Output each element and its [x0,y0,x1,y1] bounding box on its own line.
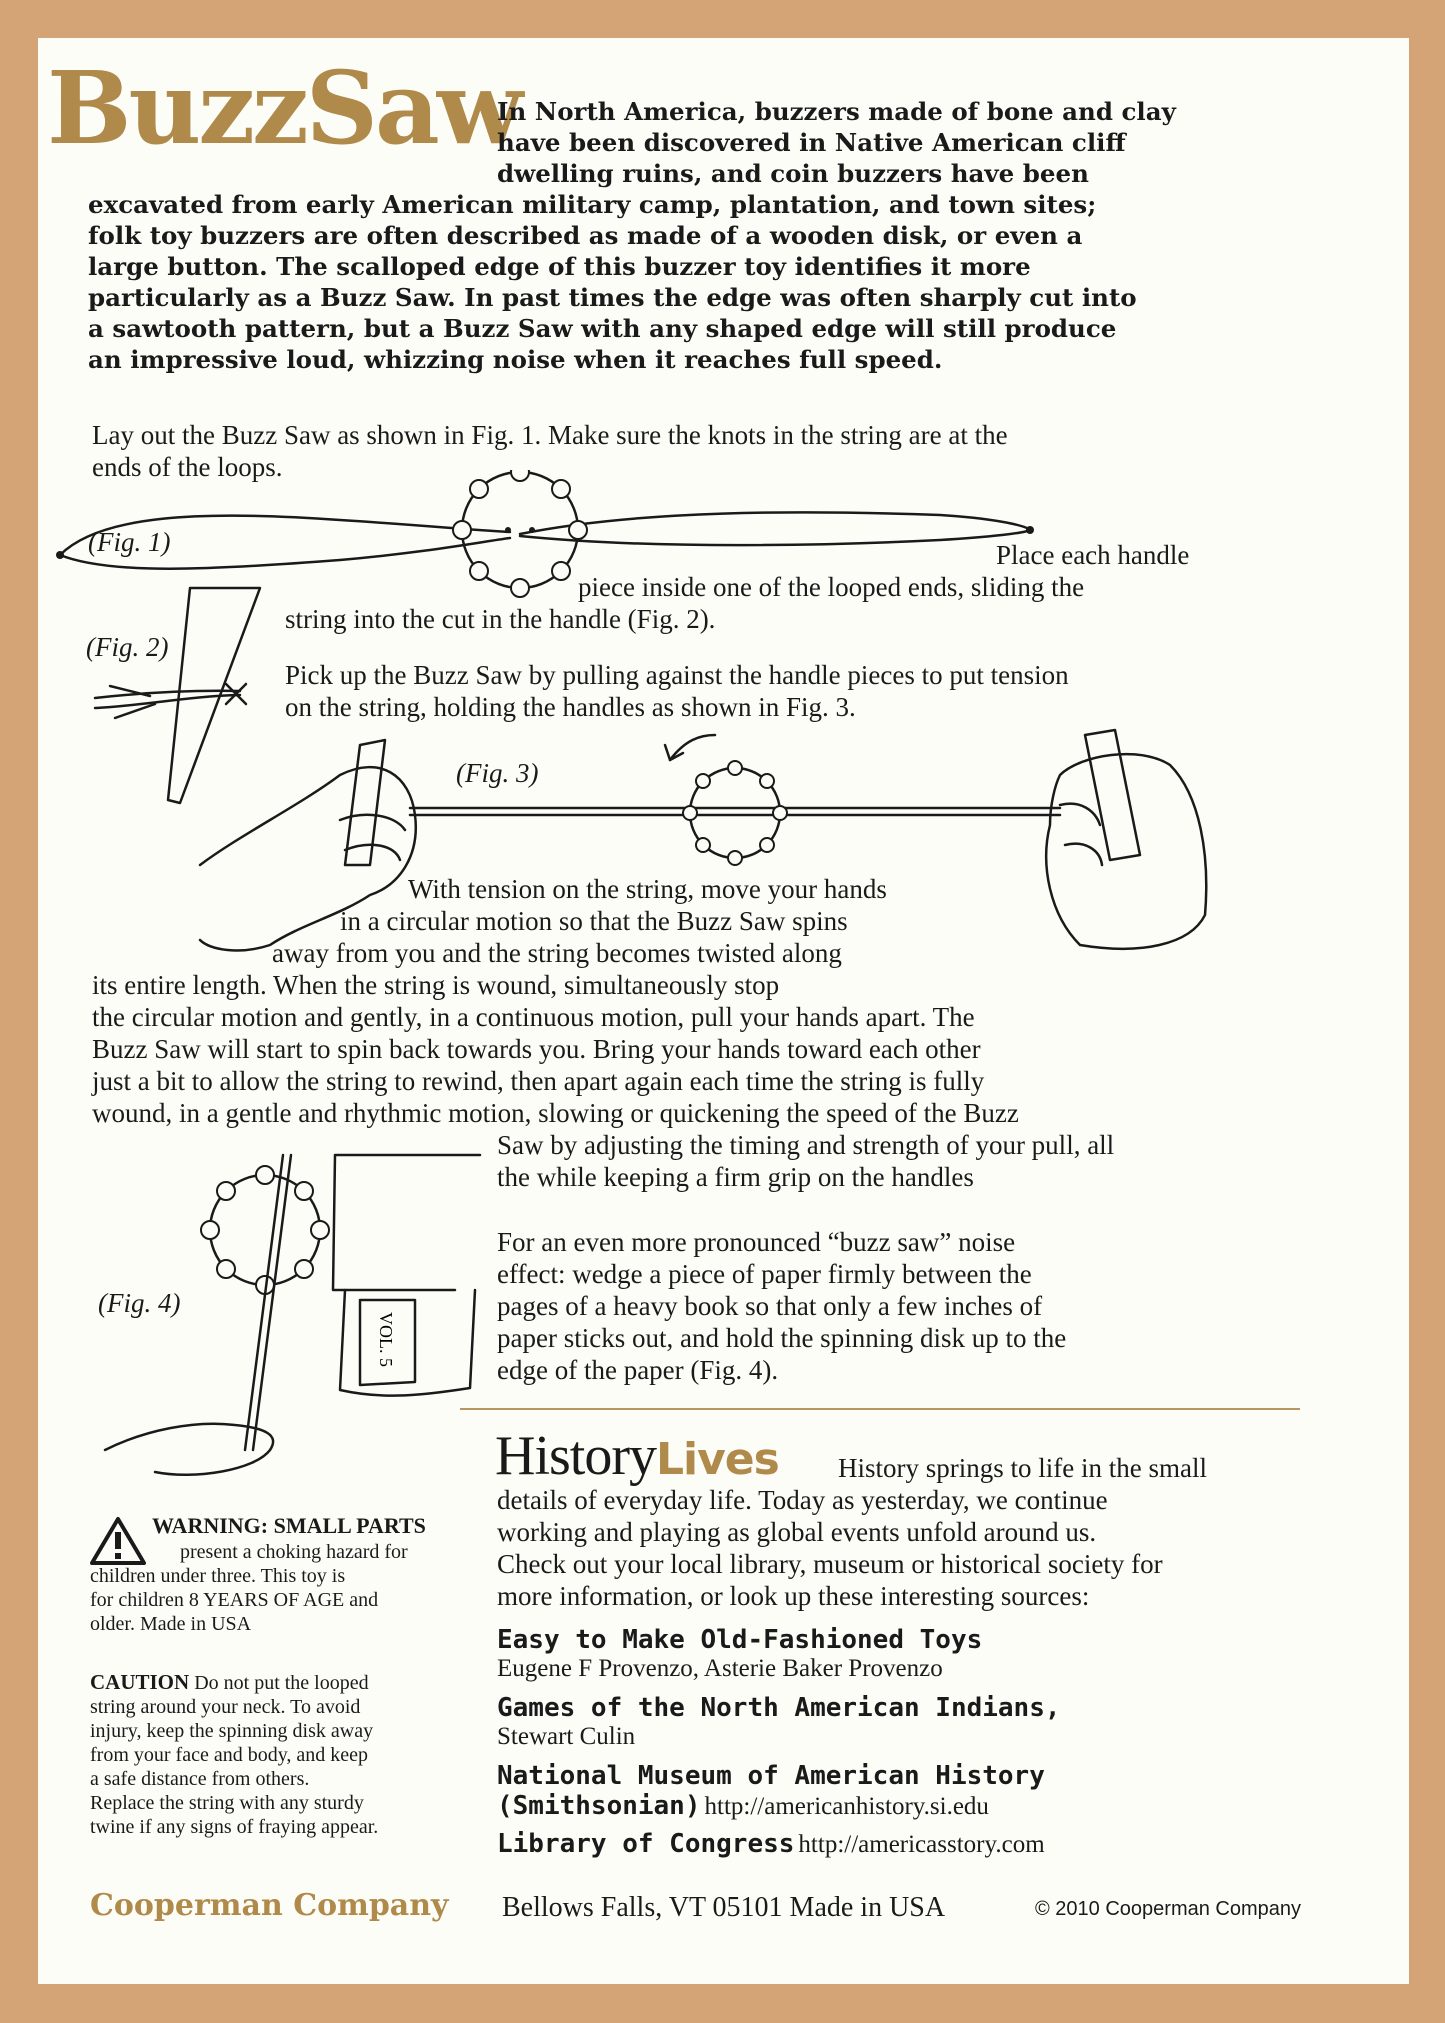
caution-line: a safe distance from others. [90,1768,310,1790]
footer-company: Cooperman Company [90,1888,449,1923]
history-line: working and playing as global events unfold around us. [497,1517,1097,1547]
footer-address: Bellows Falls, VT 05101 Made in USA [502,1892,946,1923]
caution-heading: CAUTION [90,1670,190,1694]
caution-first-text: Do not put the looped [194,1672,369,1694]
intro-line: a sawtooth pattern, but a Buzz Saw with any shaped edge will still produce [88,314,1117,343]
intro-line: have been discovered in Native American cliff [497,128,1126,157]
intro-line: dwelling ruins, and coin buzzers have been [497,159,1089,188]
intro-line: large button. The scalloped edge of this buzzer toy identifies it more [88,252,1031,281]
step5-line: pages of a heavy book so that only a few inches of [497,1291,1043,1321]
warning-triangle-icon [90,1516,146,1566]
warning-heading: WARNING: SMALL PARTS [152,1513,426,1538]
spinning-disk-icon [683,761,787,865]
fig3-caption: (Fig. 3) [456,758,539,788]
caution-line: Replace the string with any sturdy [90,1792,364,1814]
source-url[interactable]: http://americanhistory.si.edu [704,1793,989,1820]
step2-line: piece inside one of the looped ends, sliding the [578,572,1085,602]
history-line: History springs to life in the small [838,1453,1207,1483]
step3-line: on the string, holding the handles as shown in Fig. 3. [285,692,856,722]
step5-line: effect: wedge a piece of paper firmly between the [497,1259,1032,1289]
caution-line: twine if any signs of fraying appear. [90,1816,379,1838]
step1-line: ends of the loops. [92,452,283,482]
history-line: Check out your local library, museum or historical society for [497,1549,1163,1579]
step5-line: For an even more pronounced “buzz saw” noise [497,1227,1016,1257]
step2-line: string into the cut in the handle (Fig. 2). [285,604,716,634]
logo-history: History [495,1425,656,1487]
intro-line: excavated from early American military camp, plantation, and town sites; [88,190,1097,219]
step3-line: Pick up the Buzz Saw by pulling against the handle pieces to put tension [285,660,1069,690]
footer-copyright: © 2010 Cooperman Company [1035,1898,1301,1920]
step2-line: Place each handle [996,540,1190,570]
warning-line: children under three. This toy is [90,1565,346,1587]
page-title: BuzzSaw [47,49,520,167]
source-url[interactable]: http://americasstory.com [798,1831,1045,1858]
fig1-caption: (Fig. 1) [88,527,171,557]
step4-line: the circular motion and gently, in a continuous motion, pull your hands apart. The [92,1002,975,1032]
source-title: Games of the North American Indians, [497,1693,1061,1723]
section-divider [460,1408,1300,1410]
step4-line: Saw by adjusting the timing and strength of your pull, all [497,1130,1115,1160]
source-title: Easy to Make Old-Fashioned Toys [497,1625,983,1655]
step4-line: in a circular motion so that the Buzz Saw spins [340,906,848,936]
step4-line: away from you and the string becomes twisted along [272,938,842,968]
step4-line: With tension on the string, move your hands [408,874,887,904]
intro-line: particularly as a Buzz Saw. In past times the edge was often sharply cut into [88,283,1137,312]
fig4-illustration [95,1150,485,1490]
warning-line: older. Made in USA [90,1613,252,1635]
step5-line: edge of the paper (Fig. 4). [497,1355,779,1385]
caution-line: string around your neck. To avoid [90,1696,361,1718]
caution-line: injury, keep the spinning disk away [90,1720,374,1742]
buzz-saw-disk-icon [201,1166,329,1294]
source-title: National Museum of American History [497,1761,1045,1791]
history-lives-logo [495,1425,779,1487]
step4-line: wound, in a gentle and rhythmic motion, slowing or quickening the speed of the Buzz [92,1098,1019,1128]
fig4-caption: (Fig. 4) [98,1288,181,1318]
step4-line: its entire length. When the string is wound, simultaneously stop [92,970,780,1000]
source-title: Library of Congress [497,1829,795,1859]
history-line: more information, or look up these interesting sources: [497,1581,1090,1611]
step4-line: Buzz Saw will start to spin back towards you. Bring your hands toward each other [92,1034,981,1064]
warning-line: for children 8 YEARS OF AGE and [90,1589,379,1611]
intro-line: an impressive loud, whizzing noise when it reaches full speed. [88,345,943,374]
step4-line: just a bit to allow the string to rewind, then apart again each time the string is fully [92,1066,985,1096]
book-spine-label: VOL. 5 [376,1312,396,1367]
step5-line: paper sticks out, and hold the spinning disk up to the [497,1323,1067,1353]
step4-line: the while keeping a firm grip on the handles [497,1162,974,1192]
source-line [497,1829,1045,1859]
source-author: Stewart Culin [497,1723,636,1750]
warning-line: present a choking hazard for [180,1541,408,1563]
source-title-2: (Smithsonian) [497,1791,701,1821]
source-line [497,1791,989,1821]
intro-line: folk toy buzzers are often described as made of a wooden disk, or even a [88,221,1083,250]
history-line: details of everyday life. Today as yesterday, we continue [497,1485,1108,1515]
caution-first [90,1670,369,1695]
source-author: Eugene F Provenzo, Asterie Baker Provenzo [497,1655,943,1682]
step1-line: Lay out the Buzz Saw as shown in Fig. 1. Make sure the knots in the string are at the [92,420,1008,450]
logo-lives: Lives [656,1434,779,1485]
intro-line: In North America, buzzers made of bone and clay [497,97,1176,126]
fig2-caption: (Fig. 2) [86,632,169,662]
caution-line: from your face and body, and keep [90,1744,369,1766]
